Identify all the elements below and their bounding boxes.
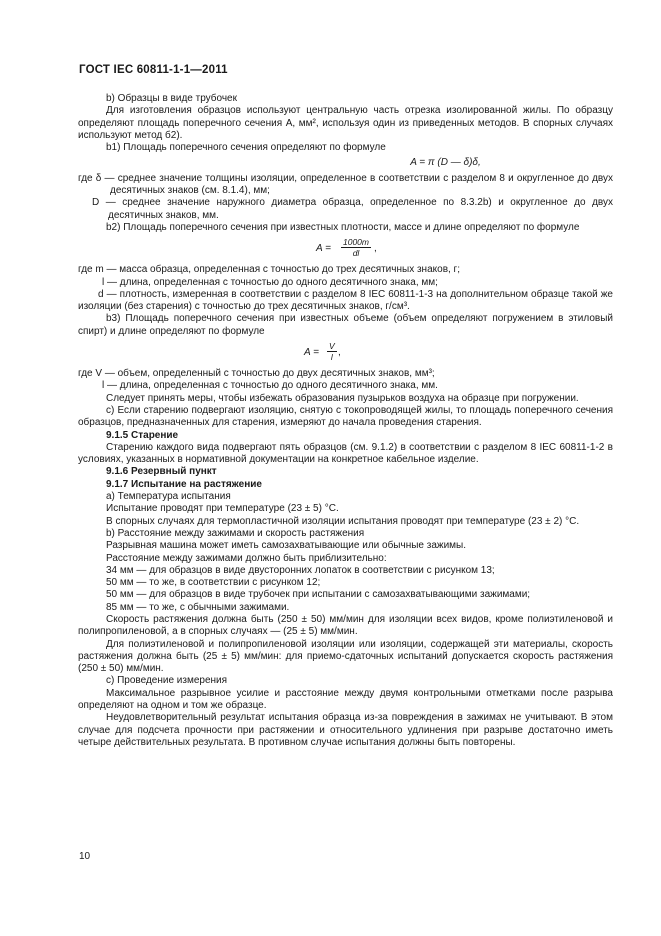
fraction — [341, 237, 371, 258]
paragraph: Для изготовления образцов используют центральную часть отрезка изолированной жилы. По образцу определяют площадь поперечного сечения A, мм², используя один из приведенных методов. В спорных случаях используют метод б2). — [78, 105, 613, 141]
page-number: 10 — [79, 851, 91, 862]
paragraph: Скорость растяжения должна быть (250 ± 50) мм/мин для изоляции всех видов, кроме полиэтиленовой и полипропиленовой, а в спорных случаях — (25 ± 5) мм/мин. — [78, 613, 613, 638]
definition: l — длина, определенная с точностью до одного десятичного знака, мм. — [102, 380, 438, 392]
item-c: c) Проведение измерения — [106, 675, 228, 687]
item-b3: b3) Площадь поперечного сечения при известных объеме (объем определяют погружением в этиловый спирт) и длине определяют по формуле — [78, 313, 613, 337]
paragraph: Следует принять меры, чтобы избежать образования пузырьков воздуха на образце при погружении. — [106, 392, 579, 404]
definition: D — среднее значение наружного диаметра образца, определенное по 8.3.2b) и округленное до двух десятичных знаков, мм. — [92, 197, 613, 221]
paragraph: Разрывная машина может иметь самозахватывающие или обычные зажимы. — [106, 540, 467, 552]
paragraph: Испытание проводят при температуре (23 ± 5) °C. — [106, 503, 339, 515]
item-b1: b1) Площадь поперечного сечения определяют по формуле — [106, 142, 386, 154]
paragraph: В спорных случаях для термопластичной изоляции испытания проводят при температуре (23 ± 2) °C. — [106, 515, 580, 527]
item-b: b) Образцы в виде трубочек — [106, 93, 237, 104]
paragraph: Неудовлетворительный результат испытания образца из-за повреждения в зажимах не учитывают. В этом случае для подсчета прочности при растяжении и относительного удлинения при разрыве достаточно иметь четыре действительных результата. В противном случае испытания должны быть повторены. — [78, 712, 613, 748]
section-heading: 9.1.7 Испытание на растяжение — [106, 478, 262, 490]
paragraph: Максимальное разрывное усилие и расстояние между двумя контрольными отметками после разрыва определяют на одном и том же образце. — [78, 687, 613, 712]
formula-1: A = π (D — δ)δ, — [410, 157, 481, 169]
fraction-numerator: 1000m — [343, 237, 369, 248]
definition: l — длина, определенная с точностью до одного десятичного знака, мм; — [102, 276, 438, 288]
list-item: 34 мм — для образцов в виде двусторонних лопаток в соответствии с рисунком 13; — [106, 564, 495, 576]
fraction-denominator: dl — [352, 248, 360, 259]
definition: где m — масса образца, определенная с точностью до трех десятичных знаков, г; — [78, 264, 460, 276]
definition: d — плотность, измеренная в соответствии с разделом 8 IEC 60811-1-3 на дополнительном образце такой же изоляции (без старения) с точностью до трех десятичных знаков, г/см³. — [78, 288, 613, 313]
fraction-numerator: V — [329, 341, 335, 352]
item-b: b) Расстояние между зажимами и скорость растяжения — [106, 527, 365, 539]
paragraph: Расстояние между зажимами должно быть приблизительно: — [106, 552, 387, 564]
item-a: a) Температура испытания — [106, 491, 231, 503]
fraction — [327, 341, 337, 362]
item-c: c) Если старению подвергают изоляцию, снятую с токопроводящей жилы, то площадь поперечного сечения образцов, предназначенных для старения, измеряют до начала проведения старения. — [78, 404, 613, 429]
definition: где V — объем, определенный с точностью до двух десятичных знаков, мм³; — [78, 368, 435, 380]
paragraph: Для полиэтиленовой и полипропиленовой изоляции или изоляции, содержащей эти материалы, скорость растяжения должна быть (25 ± 5) мм/мин: для приемо-сдаточных испытаний допускается скорость растяжения (250 ± 50) мм/мин. — [78, 638, 613, 675]
paragraph: Старению каждого вида подвергают пять образцов (см. 9.1.2) в соответствии с разделом 8 IEC 60811-1-2 в условиях, указанных в нормативной документации на конкретное кабельное изделие. — [78, 441, 613, 466]
section-heading: 9.1.5 Старение — [106, 429, 179, 441]
document-body — [78, 93, 613, 749]
item-b2: b2) Площадь поперечного сечения при известных плотности, массе и длине определяют по формуле — [106, 221, 580, 233]
formula-3 — [78, 341, 613, 365]
formula-lhs: A = — [304, 347, 319, 359]
section-heading: 9.1.6 Резервный пункт — [106, 466, 217, 478]
formula-lhs: A = — [316, 243, 331, 255]
list-item: 50 мм — для образцов в виде трубочек при испытании с самозахватывающими зажимами; — [106, 589, 531, 601]
page-header: ГОСТ IEC 60811-1-1—2011 — [79, 64, 228, 76]
definition: где δ — среднее значение толщины изоляции, определенное в соответствии с разделом 8 и округленное до двух десятичных знаков (см. 8.1.4), мм; — [78, 172, 613, 197]
formula-tail: , — [338, 347, 341, 359]
formula-tail: , — [374, 243, 377, 255]
list-item: 85 мм — то же, с обычными зажимами. — [106, 601, 290, 613]
list-item: 50 мм — то же, в соответствии с рисунком 12; — [106, 577, 321, 589]
formula-2 — [78, 237, 613, 261]
fraction-denominator: l — [330, 352, 333, 363]
